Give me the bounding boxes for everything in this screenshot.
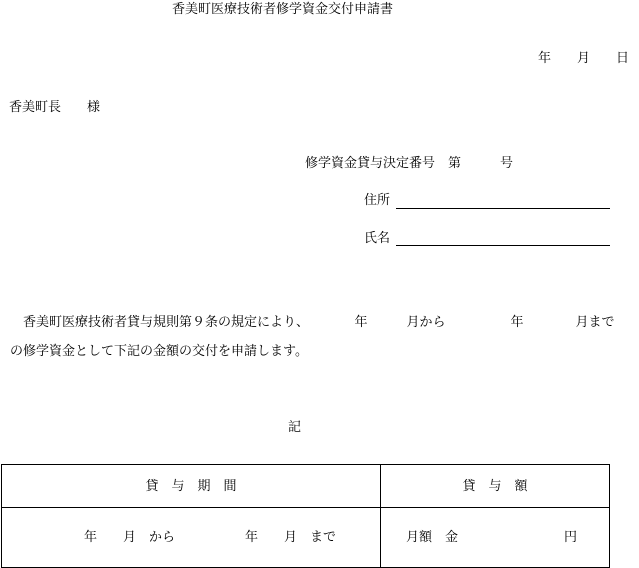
yen-unit: 円: [564, 530, 578, 545]
body-text-line-2: の修学資金として下記の金額の交付を申請します。: [10, 344, 308, 359]
monthly-amount-label: 月額 金: [406, 530, 459, 545]
address-field-line: [396, 208, 610, 209]
loan-decision-number: 修学資金貸与決定番号 第 号: [305, 156, 514, 171]
cell-loan-period: [2, 508, 381, 568]
period-to: 年 月 まで: [245, 530, 337, 545]
address-label: 住所: [364, 193, 391, 208]
cell-loan-amount: [381, 508, 610, 568]
period-from: 年 月 から: [84, 530, 176, 545]
date-line: 年 月 日: [538, 51, 630, 66]
body-text-line-1: 香美町医療技術者貸与規則第９条の規定により、 年 月から 年 月まで: [10, 315, 615, 330]
addressee: 香美町長 様: [9, 100, 101, 115]
header-loan-amount: 貸 与 額: [381, 465, 610, 508]
document-title: 香美町医療技術者修学資金交付申請書: [172, 2, 394, 17]
header-loan-period: 貸 与 期 間: [2, 465, 381, 508]
ki-heading: 記: [288, 420, 302, 435]
loan-table: [1, 464, 610, 568]
name-label: 氏名: [364, 231, 391, 246]
name-field-line: [396, 245, 610, 246]
